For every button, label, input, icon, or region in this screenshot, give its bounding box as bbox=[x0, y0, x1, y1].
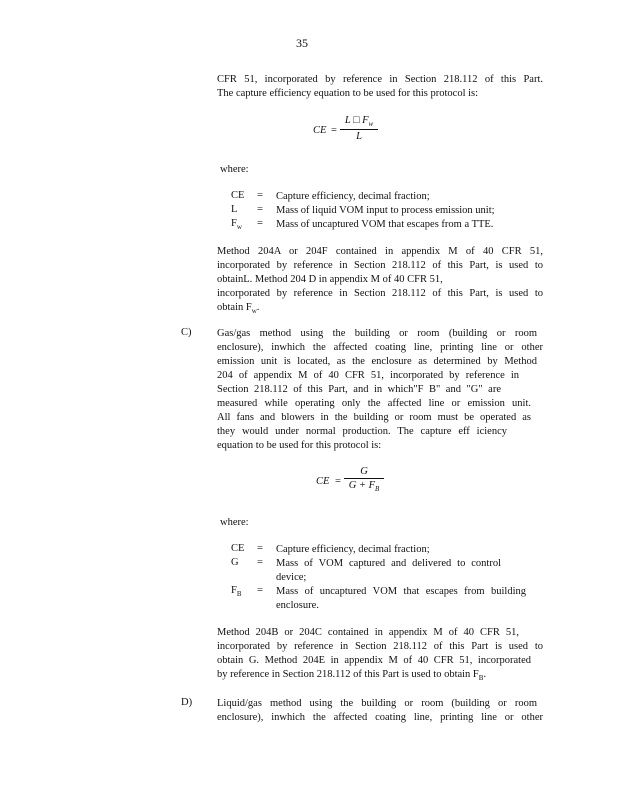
eq1-lhs: CE bbox=[313, 125, 327, 136]
item-c-line: Gas/gas method using the building or room (building or room bbox=[217, 328, 537, 339]
eq2-lhs: CE bbox=[316, 476, 330, 487]
eq1-equals: = bbox=[331, 125, 337, 136]
item-d-label: D) bbox=[181, 697, 193, 708]
def-equals: = bbox=[257, 218, 263, 229]
fraction-bar bbox=[340, 129, 378, 130]
item-c-line: All fans and blowers in the building or room must be operated as bbox=[217, 412, 531, 423]
para1-line: incorporated by reference in Section 218.112 of this Part, is used to bbox=[217, 260, 543, 271]
para1-last-line: obtain $F_w$. bbox=[217, 302, 260, 316]
def-symbol: G bbox=[231, 557, 239, 568]
def-equals: = bbox=[257, 585, 263, 596]
def-text: Mass of VOM captured and delivered to control bbox=[276, 558, 501, 569]
where-label-1: where: bbox=[220, 164, 249, 175]
fraction-bar bbox=[344, 478, 384, 479]
item-c-line: they would under normal production. The capture eff iciency bbox=[217, 426, 507, 437]
eq1-fraction bbox=[340, 115, 378, 142]
eq2-denominator: $G + F_B$ bbox=[348, 480, 380, 494]
para1-line: Method 204A or 204F contained in appendix M of 40 CFR 51, bbox=[217, 246, 543, 257]
item-c-label: C) bbox=[181, 327, 192, 338]
para1-line: obtainL. Method 204 D in appendix M of 40 CFR 51, bbox=[217, 274, 443, 285]
def-text: Mass of uncaptured VOM that escapes from a TTE. bbox=[276, 219, 494, 230]
def-text: Mass of liquid VOM input to process emission unit; bbox=[276, 205, 495, 216]
def-equals: = bbox=[257, 557, 263, 568]
eq2-fraction bbox=[344, 466, 384, 493]
para2-last-line: by reference in Section 218.112 of this Part is used to obtain $F_B$. bbox=[217, 669, 487, 683]
def-symbol: $F_B$ bbox=[231, 585, 242, 599]
def-text-continued: enclosure. bbox=[276, 600, 319, 611]
item-d-line: enclosure), inwhich the affected coating line, printing line or other bbox=[217, 712, 543, 723]
item-d-line: Liquid/gas method using the building or room (building or room bbox=[217, 698, 537, 709]
item-c-line: equation to be used for this protocol is: bbox=[217, 440, 382, 451]
def-text: Mass of uncaptured VOM that escapes from building bbox=[276, 586, 526, 597]
def-text: Capture efficiency, decimal fraction; bbox=[276, 191, 430, 202]
def-text: Capture efficiency, decimal fraction; bbox=[276, 544, 430, 555]
def-symbol: CE bbox=[231, 190, 245, 201]
para1-line: incorporated by reference in Section 218.112 of this Part, is used to bbox=[217, 288, 543, 299]
para2-line: incorporated by reference in Section 218.112 of this Part is used to bbox=[217, 641, 543, 652]
def-text-continued: device; bbox=[276, 572, 307, 583]
page-number: 35 bbox=[296, 36, 308, 50]
eq1-denominator: L bbox=[356, 131, 362, 143]
def-equals: = bbox=[257, 190, 263, 201]
item-c-line: Section 218.112 of this Part, and in which"F B" and "G" are bbox=[217, 384, 501, 395]
item-c-line: 204 of appendix M of 40 CFR 51, incorporated by reference in bbox=[217, 370, 519, 381]
eq1-numerator: L □ $F_w$ bbox=[344, 115, 374, 129]
item-c-line: measured while operating only the affected line or emission unit. bbox=[217, 398, 531, 409]
where-label-2: where: bbox=[220, 517, 249, 528]
eq2-equals: = bbox=[335, 476, 341, 487]
def-symbol: L bbox=[231, 204, 238, 215]
eq2-numerator: G bbox=[360, 466, 368, 477]
intro-line-1: CFR 51, incorporated by reference in Section 218.112 of this Part. bbox=[217, 74, 543, 85]
para2-line: Method 204B or 204C contained in appendix M of 40 CFR 51, bbox=[217, 627, 519, 638]
def-symbol: $F_w$ bbox=[231, 218, 242, 232]
para2-line: obtain G. Method 204E in appendix M of 40 CFR 51, incorporated bbox=[217, 655, 531, 666]
intro-line-2: The capture efficiency equation to be used for this protocol is: bbox=[217, 88, 479, 99]
def-symbol: CE bbox=[231, 543, 245, 554]
def-equals: = bbox=[257, 204, 263, 215]
def-equals: = bbox=[257, 543, 263, 554]
item-c-line: emission unit is located, as the enclosure as determined by Method bbox=[217, 356, 537, 367]
item-c-line: enclosure), inwhich the affected coating line, printing line or other bbox=[217, 342, 543, 353]
